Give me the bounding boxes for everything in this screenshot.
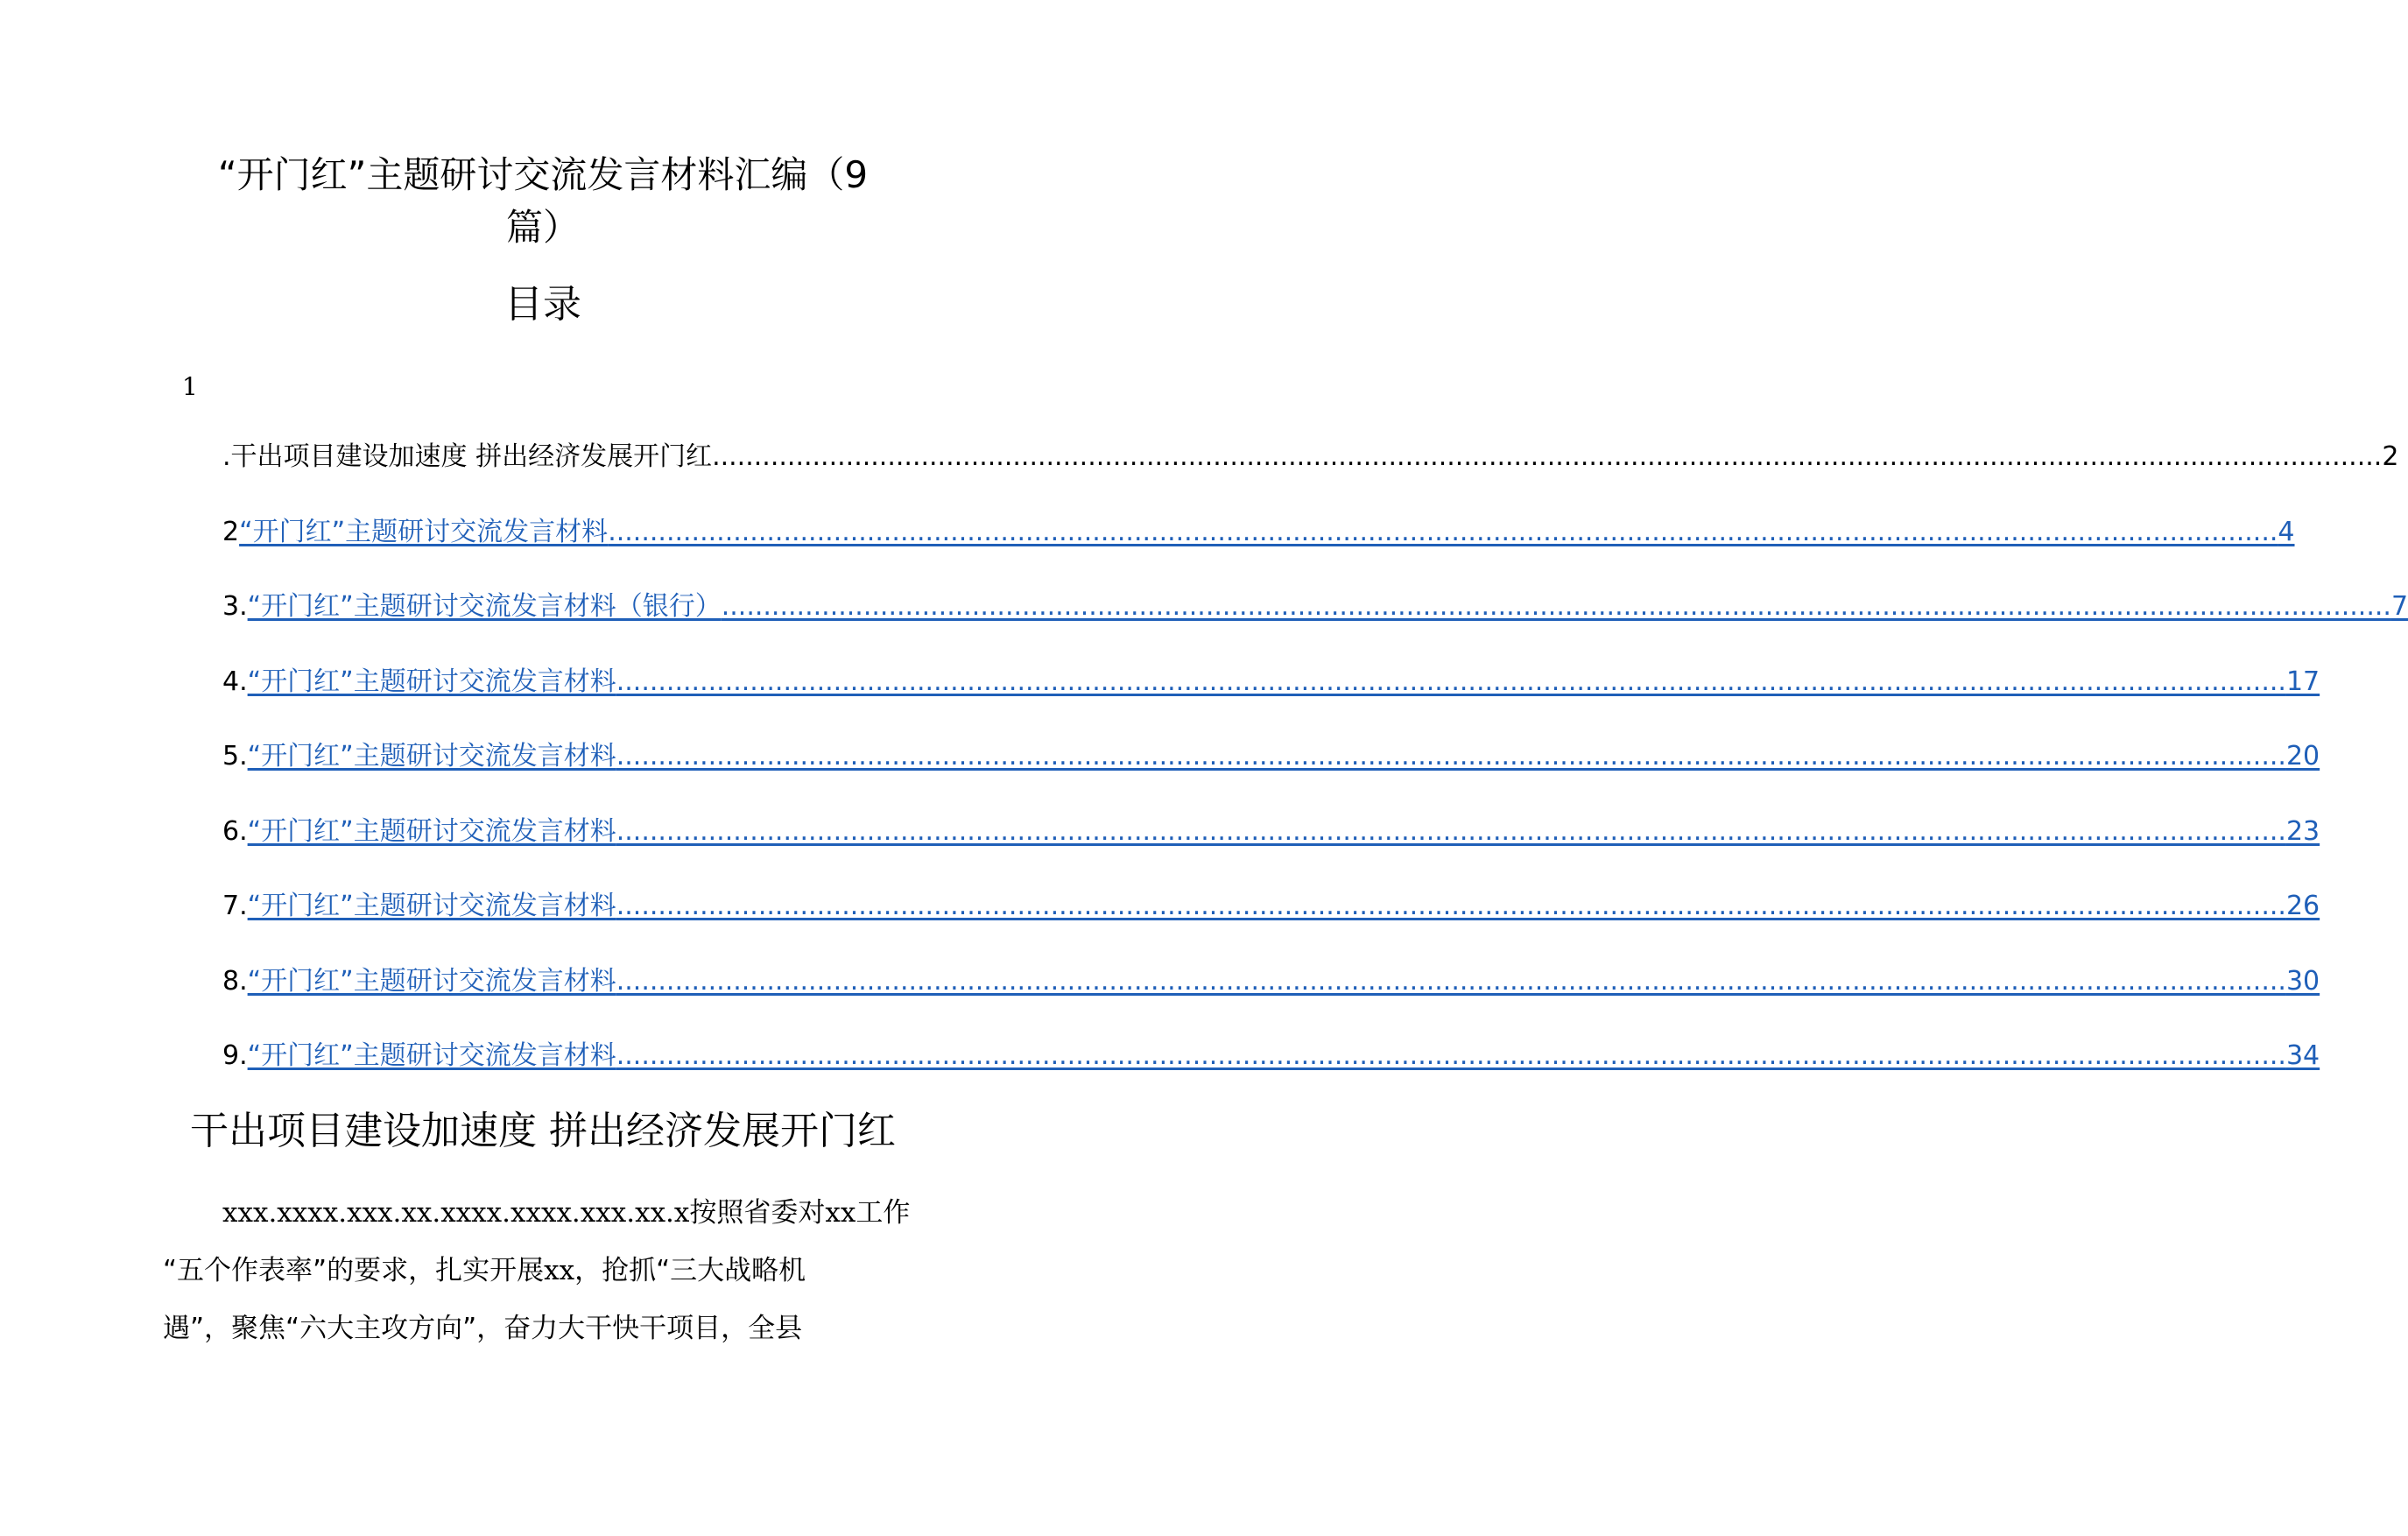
toc-entry-link[interactable] <box>247 814 2320 849</box>
toc-entry-page-number: 2 <box>2382 441 2399 472</box>
toc-leader-dots: ........................................................................................................................................................................................................ <box>616 815 2286 847</box>
toc-entry[interactable] <box>222 515 2295 590</box>
body-text-fragment: xxx.xxxx.xxx.xx.xxxx.xxxx.xxx.xx.x <box>222 1197 690 1229</box>
toc-entry-label: “开门红”主题研讨交流发言材料 <box>247 965 616 997</box>
toc-entry-link[interactable] <box>247 964 2320 999</box>
toc-entry-number: 7. <box>222 891 248 921</box>
body-text-fragment: xx <box>544 1255 575 1286</box>
toc-first-number: 1 <box>182 372 198 401</box>
document-title-line2: 篇） <box>505 206 580 249</box>
toc-entry-number: 5. <box>222 741 248 772</box>
toc-entry-number: 9. <box>222 1040 248 1071</box>
toc-entry-label: “开门红”主题研讨交流发言材料（银行） <box>247 591 722 622</box>
toc-entry-link[interactable] <box>247 739 2320 774</box>
toc-entry-label: .干出项目建设加速度 拼出经济发展开门红 <box>222 441 713 472</box>
document-title <box>149 149 937 254</box>
toc-heading: 目录 <box>504 282 581 327</box>
toc-leader-dots: ........................................................................................................................................................................................................ <box>712 441 2383 472</box>
toc-entry-label: “开门红”主题研讨交流发言材料 <box>247 815 616 847</box>
body-line-2 <box>163 1242 919 1300</box>
table-of-contents <box>222 440 2408 1114</box>
toc-entry[interactable] <box>222 739 2320 814</box>
toc-entry-label: “开门红”主题研讨交流发言材料 <box>247 666 616 697</box>
toc-entry-page-number: 34 <box>2285 1040 2320 1071</box>
toc-leader-dots: ........................................................................................................................................................................................................ <box>616 741 2286 772</box>
toc-leader-dots: ........................................................................................................................................................................................................ <box>608 516 2278 547</box>
toc-entry-number: 6. <box>222 815 248 847</box>
toc-entry-page-number: 17 <box>2285 666 2320 697</box>
body-text-fragment: “五个作表率”的要求，扎实开展 <box>163 1255 545 1286</box>
toc-entry-label: “开门红”主题研讨交流发言材料 <box>247 741 616 772</box>
toc-leader-dots: ........................................................................................................................................................................................................ <box>616 891 2286 921</box>
toc-entry[interactable] <box>222 889 2320 964</box>
toc-entry-label: “开门红”主题研讨交流发言材料 <box>247 1040 616 1071</box>
toc-entry-link[interactable] <box>247 1039 2320 1074</box>
toc-entry-link[interactable] <box>247 589 2408 624</box>
toc-entry[interactable] <box>222 1039 2320 1114</box>
toc-entry-link[interactable] <box>247 665 2320 700</box>
toc-entry-page-number: 20 <box>2285 741 2320 772</box>
toc-entry-page-number: 4 <box>2278 516 2295 547</box>
body-paragraph <box>163 1184 919 1357</box>
toc-entry-number: 3. <box>222 591 248 622</box>
section-heading: 干出项目建设加速度 拼出经济发展开门红 <box>190 1109 896 1153</box>
toc-entry-text <box>222 440 2399 475</box>
toc-entry-label: “开门红”主题研讨交流发言材料 <box>247 891 616 921</box>
body-text-fragment: xx <box>825 1197 856 1229</box>
toc-leader-dots: ........................................................................................................................................................................................................ <box>721 591 2391 622</box>
toc-entry-page-number: 26 <box>2285 891 2320 921</box>
toc-entry <box>222 440 2399 515</box>
toc-entry[interactable] <box>222 665 2320 740</box>
toc-leader-dots: ........................................................................................................................................................................................................ <box>616 666 2286 697</box>
toc-entry-label: “开门红”主题研讨交流发言材料 <box>239 516 609 547</box>
toc-entry-number: 4. <box>222 666 248 697</box>
toc-leader-dots: ........................................................................................................................................................................................................ <box>616 1040 2286 1071</box>
toc-entry[interactable] <box>222 964 2320 1039</box>
toc-entry[interactable] <box>222 589 2408 665</box>
toc-entry-number: 8. <box>222 965 248 997</box>
toc-entry-page-number: 7 <box>2390 591 2408 622</box>
toc-entry-page-number: 30 <box>2285 965 2320 997</box>
toc-entry[interactable] <box>222 814 2320 890</box>
body-line-1 <box>163 1184 919 1242</box>
body-text-fragment: ，抢抓“三大战略机 <box>574 1255 806 1286</box>
toc-entry-link[interactable] <box>247 889 2320 924</box>
toc-entry-number: 2 <box>222 516 240 547</box>
toc-entry-page-number: 23 <box>2285 815 2320 847</box>
body-text-fragment: 工作 <box>855 1197 911 1229</box>
body-line-3: 遇”，聚焦“六大主攻方向”，奋力大干快干项目，全县 <box>163 1313 803 1344</box>
body-text-fragment: 按照省委对 <box>689 1197 826 1229</box>
document-title-line1: “开门红”主题研讨交流发言材料汇编（9 <box>217 153 869 196</box>
toc-entry-link[interactable] <box>239 515 2295 550</box>
toc-leader-dots: ........................................................................................................................................................................................................ <box>616 965 2286 997</box>
